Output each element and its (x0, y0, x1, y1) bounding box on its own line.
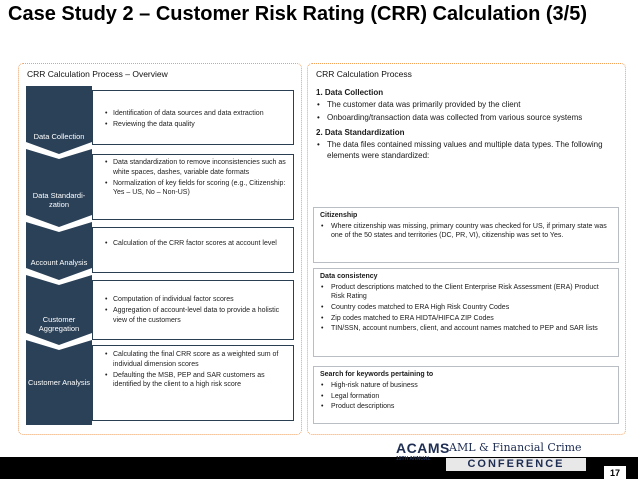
stage-label: Account Analysis (30, 258, 88, 267)
section-title: 1. Data Collection (316, 88, 384, 97)
process-sections (316, 84, 619, 163)
section-bullet: • Onboarding/transaction data was collected from various source systems (316, 113, 619, 124)
stage-bullet: • Reviewing the data quality (105, 120, 293, 130)
page-number: 17 (604, 466, 626, 480)
stage-bullet: • Computation of individual factor scores (105, 295, 293, 305)
subbox-bullet: • Zip codes matched to ERA HIDTA/HIFCA ZIP Codes (320, 314, 612, 323)
stage-label: Customer Analysis (27, 378, 91, 387)
stage-bullet: • Defaulting the MSB, PEP and SAR customers as identified by the client to a high risk score (105, 371, 293, 390)
stage-bullet: • Identification of data sources and data extraction (105, 109, 293, 119)
section-bullet: • The data files contained missing values and multiple data types. The following elements were standardized: (316, 140, 619, 161)
section-title: 2. Data Standardization (316, 128, 405, 137)
subbox-title: Data consistency (320, 273, 378, 280)
conference-logo (396, 440, 596, 478)
conference-title: AML & Financial Crime (449, 441, 582, 454)
stage-detail-box (92, 280, 294, 340)
stage-detail-box (92, 90, 294, 145)
acams-logo-text: ACAMS (396, 440, 450, 456)
stage-label: Data Collection (33, 132, 85, 141)
data-consistency-box (313, 268, 619, 357)
annual-label: 15TH ANNUAL (396, 456, 431, 462)
stage-detail-box (92, 227, 294, 273)
stage-bullet: • Aggregation of account-level data to provide a holistic view of the customers (105, 306, 293, 325)
stage-bullet: • Data standardization to remove inconsistencies such as white spaces, dashes, variable date formats (105, 158, 293, 177)
overview-panel-header: CRR Calculation Process – Overview (27, 69, 168, 79)
subbox-title: Citizenship (320, 212, 358, 219)
subbox-bullet: • Country codes matched to ERA High Risk Country Codes (320, 303, 612, 312)
stage-bullet: • Calculation of the CRR factor scores at account level (105, 239, 293, 249)
subbox-bullet: • Legal formation (320, 392, 612, 401)
stage-bullet: • Calculating the final CRR score as a weighted sum of individual dimension scores (105, 350, 293, 369)
keywords-box (313, 366, 619, 424)
subbox-bullet: • High-risk nature of business (320, 381, 612, 390)
stage-label: Customer Aggregation (38, 315, 80, 333)
stage-detail-box (92, 345, 294, 421)
section-bullet: • The customer data was primarily provided by the client (316, 100, 619, 111)
stage-bullet: • Normalization of key fields for scoring (e.g., Citizenship: Yes – US, No – Non-US) (105, 179, 293, 198)
conference-label: CONFERENCE (446, 458, 586, 471)
subbox-bullet: • Product descriptions matched to the Client Enterprise Risk Assessment (ERA) Product Risk Rating (320, 283, 612, 301)
subbox-title: Search for keywords pertaining to (320, 371, 434, 378)
subbox-bullet: • Where citizenship was missing, primary country was checked for US, if primary state was one of the 50 states and territories (DC, PR, VI), citizenship was set to Yes. (320, 222, 612, 240)
process-panel-header: CRR Calculation Process (316, 69, 412, 79)
citizenship-box (313, 207, 619, 263)
stage-label: Data Standardi-zation (32, 191, 86, 209)
subbox-bullet: • Product descriptions (320, 402, 612, 411)
page-title: Case Study 2 – Customer Risk Rating (CRR) Calculation (3/5) (8, 3, 588, 25)
stage-detail-box (92, 154, 294, 220)
subbox-bullet: • TIN/SSN, account numbers, client, and account names matched to PEP and SAR lists (320, 324, 612, 333)
